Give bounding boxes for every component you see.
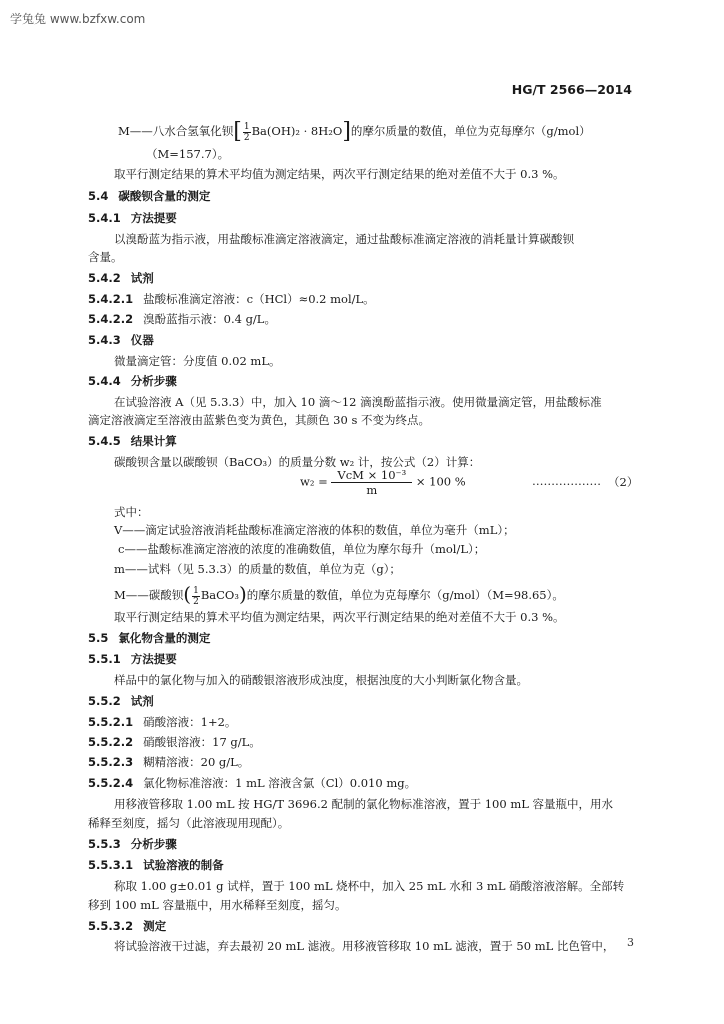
paragraph-5-4-1-line1: 以溴酚蓝为指示液，用盐酸标准滴定溶液滴定，通过盐酸标准滴定溶液的消耗量计算碳酸钡 [114,232,574,246]
item-5-4-2-1: 5.4.2.1 盐酸标准滴定溶液：c（HCl）≈0.2 mol/L。 [88,292,375,306]
paragraph-5-4-4-line2: 滴定溶液滴定至溶液由蓝紫色变为黄色，其颜色 30 s 不变为终点。 [88,413,430,427]
heading-5-5-3: 5.5.3 分析步骤 [88,837,177,851]
standard-number: HG/T 2566—2014 [511,82,632,97]
page-number: 3 [627,936,634,949]
watermark: 学兔兔 www.bzfxw.com [10,12,146,26]
heading-5-4-5: 5.4.5 结果计算 [88,434,177,448]
item-5-5-2-1: 5.5.2.1 硝酸溶液：1+2。 [88,715,237,729]
formula-2 [300,468,466,497]
heading-5-5-2: 5.5.2 试剂 [88,694,154,708]
item-5-5-2-2: 5.5.2.2 硝酸银溶液：17 g/L。 [88,735,261,749]
formula-number: （2） [608,475,639,489]
heading-5-5-3-2: 5.5.3.2 测定 [88,919,167,933]
definition-V: V——滴定试验溶液消耗盐酸标准滴定溶液的体积的数值，单位为毫升（mL）； [114,523,515,537]
paragraph-5-4-1-line2: 含量。 [88,250,123,264]
heading-5-4-4: 5.4.4 分析步骤 [88,374,177,388]
formula-rhs: × 100 % [415,474,466,489]
heading-5-5: 5.5 氯化物含量的测定 [88,631,211,645]
heading-5-5-1: 5.5.1 方法提要 [88,652,177,666]
paragraph-5-5-3-2-line1: 将试验溶液干过滤，弃去最初 20 mL 滤液。用移液管移取 10 mL 滤液，置于 50 mL 比色管中， [114,939,615,953]
heading-5-4-1: 5.4.1 方法提要 [88,211,177,225]
item-5-5-2-4: 5.5.2.4 氯化物标准溶液：1 mL 溶液含氯（Cl）0.010 mg。 [88,776,417,790]
paragraph-5-5-2-4-line1: 用移液管移取 1.00 mL 按 HG/T 3696.2 配制的氯化物标准溶液，置于 100 mL 容量瓶中，用水 [114,797,614,811]
fraction: $\frac{1}{2}$ [193,585,199,607]
chemical-formula: Ba(OH)₂ · 8H₂O [251,124,343,138]
paragraph-5-5-3-1-line2: 移到 100 mL 容量瓶中，用水稀释至刻度，摇匀。 [88,898,347,912]
heading-5-5-3-1: 5.5.3.1 试验溶液的制备 [88,858,224,872]
definition-text: 的摩尔质量的数值，单位为克每摩尔（g/mol） [350,124,591,138]
result-statement-2: 取平行测定结果的算术平均值为测定结果，两次平行测定结果的绝对差值不大于 0.3 %。 [114,610,565,624]
formula-leader-dots: ……………… [532,474,601,488]
definition-label: M——碳酸钡 [114,588,184,602]
paragraph-5-4-4-line1: 在试验溶液 A（见 5.3.3）中，加入 10 滴～12 滴溴酚蓝指示液。使用微量滴定管，用盐酸标准 [114,395,602,409]
paragraph-5-5-2-4-line2: 稀释至刻度，摇匀（此溶液现用现配）。 [88,816,290,830]
formula-fraction: $\frac{\text{VcM × 10⁻³}}{m}$ [331,468,412,497]
definition-label: M——八水合氢氧化钡 [118,124,234,138]
heading-5-4: 5.4 碳酸钡含量的测定 [88,189,211,203]
definition-M-barium-hydroxide: M——八水合氢氧化钡[ $\frac{1}{2}$ Ba(OH)₂ · 8H₂O]的摩尔质量的数值，单位为克每摩尔（g/mol） [118,119,591,144]
where-label: 式中： [114,505,149,519]
paragraph-5-5-3-1-line1: 称取 1.00 g±0.01 g 试样，置于 100 mL 烧杯中，加入 25 mL 水和 3 mL 硝酸溶液溶解。全部转 [114,879,625,893]
paragraph-5-4-5: 碳酸钡含量以碳酸钡（BaCO₃）的质量分数 w₂ 计，按公式（2）计算： [114,455,481,469]
definition-text: 的摩尔质量的数值，单位为克每摩尔（g/mol）（M=98.65）。 [246,588,564,602]
result-statement-1: 取平行测定结果的算术平均值为测定结果，两次平行测定结果的绝对差值不大于 0.3 %。 [114,167,565,181]
definition-M-barium-carbonate: M——碳酸钡( $\frac{1}{2}$ BaCO₃)的摩尔质量的数值，单位为克每摩尔（g/mol）（M=98.65）。 [114,582,564,607]
definition-c: c——盐酸标准滴定溶液的浓度的准确数值，单位为摩尔每升（mol/L）； [118,542,486,556]
chemical-formula: BaCO₃ [200,588,239,602]
item-5-4-2-2: 5.4.2.2 溴酚蓝指示液：0.4 g/L。 [88,312,276,326]
definition-M-value: （M=157.7）。 [146,147,230,161]
heading-5-4-2: 5.4.2 试剂 [88,271,154,285]
heading-5-4-3: 5.4.3 仪器 [88,333,154,347]
paragraph-5-5-1: 样品中的氯化物与加入的硝酸银溶液形成浊度，根据浊度的大小判断氯化物含量。 [114,673,528,687]
formula-lhs: w₂ = [300,474,328,489]
paragraph-5-4-3: 微量滴定管：分度值 0.02 mL。 [114,354,281,368]
fraction: $\frac{1}{2}$ [243,121,250,143]
item-5-5-2-3: 5.5.2.3 糊精溶液：20 g/L。 [88,755,250,769]
definition-m: m——试料（见 5.3.3）的质量的数值，单位为克（g）； [114,562,401,576]
